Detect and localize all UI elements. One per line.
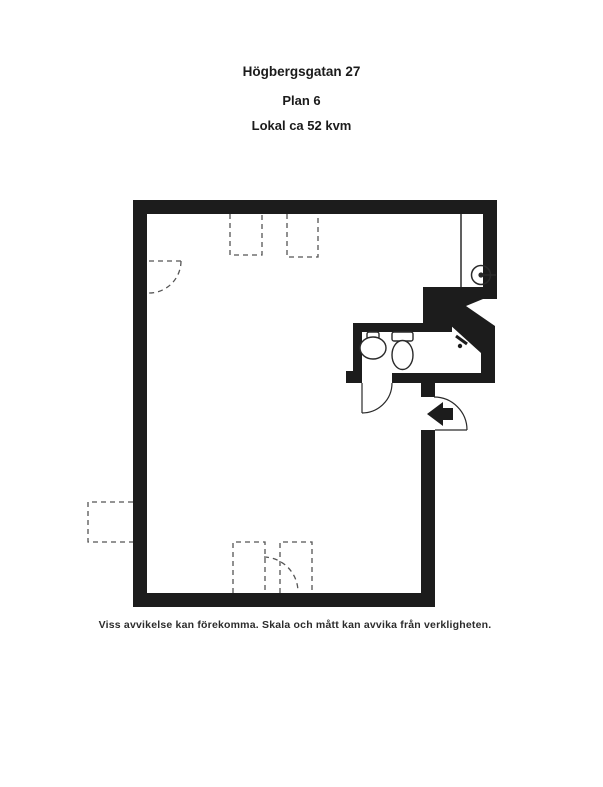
area-label: Lokal ca 52 kvm (251, 118, 352, 133)
bathroom-wall-left-foot (346, 371, 354, 383)
dashed-wardrobe-bottom-2 (280, 542, 312, 593)
fixture-mark-dot (458, 344, 462, 348)
sink-icon (360, 337, 386, 359)
disclaimer-text: Viss avvikelse kan förekomma. Skala och mått kan avvika från verkligheten. (98, 619, 492, 631)
dashed-door-arc-left (149, 261, 181, 293)
toilet-icon (392, 341, 413, 370)
bathroom-wall-top (353, 323, 452, 332)
floor-label: Plan 6 (282, 93, 321, 108)
bathroom-door-arc (362, 383, 392, 413)
wall-bottom (133, 593, 435, 607)
entrance-arrow-icon (427, 402, 453, 426)
wall-top (133, 200, 497, 214)
wall-right-lower (421, 430, 435, 607)
dashed-exterior-rect (88, 502, 133, 542)
entry-wall-stub (421, 383, 435, 397)
bathroom-wall-bottom (392, 373, 495, 383)
dashed-wardrobe-bottom-1 (233, 542, 265, 593)
address-title: Högbergsgatan 27 (242, 64, 361, 79)
toilet-tank (392, 332, 413, 341)
dashed-wardrobe-top-2 (287, 214, 318, 257)
wall-left (133, 200, 147, 607)
wall-diagonal-corner (423, 287, 495, 383)
dashed-wardrobe-top-1 (230, 214, 262, 255)
dashed-arc-bottom (264, 557, 298, 592)
